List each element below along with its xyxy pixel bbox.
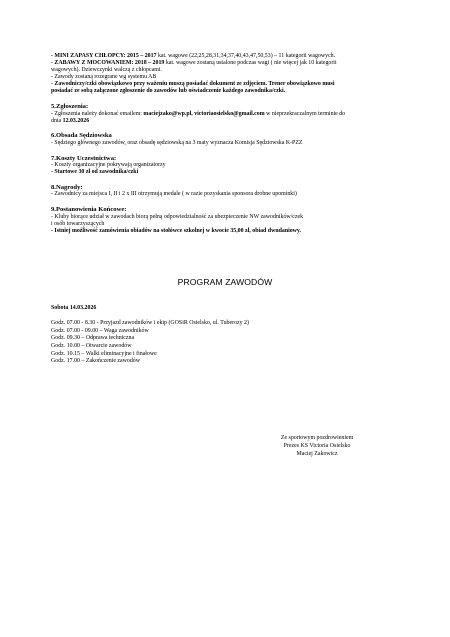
schedule-item: Godz. 09.30 – Odprawa techniczna (51, 335, 135, 342)
zgloszenia-deadline-text: w nieprzekraczalnym terminie do (264, 110, 346, 117)
boys-category-weights: kat. wagowe (22,25,28,31,34,37,40,43,47,50,53) – 11 kategorii wagowych. (156, 53, 336, 59)
section-postanowienia (51, 206, 413, 235)
documents-line-1: - Zawodniczy/czki obowiązkowo przy ważeniu muszą posiadać dokument ze zdjęciem. Trener obowiązkowo musi (51, 81, 335, 88)
zgloszenia-text: - Zgłoszenia należy dokonać emailem: (51, 110, 144, 117)
documents-line-2: posiadać ze sobą załączone zgłoszenie do zawodów lub oświadczenie każdego zawodnika/czki. (51, 88, 286, 95)
system-line: - Zawody zostaną rozegrane wg systemu AB (51, 74, 157, 81)
program-day: Sobota 14.03.2026 (51, 305, 97, 311)
obsada-line-1: - Sędziego głównego zawodów, oraz obsadę sędziowską na 3 maty wyznacza Komisja Sędziowska K-PZZ (51, 139, 303, 146)
boys-category-years: : 2015 – 2017 (123, 53, 157, 59)
section-zgloszenia (51, 103, 413, 125)
schedule-item: Godz. 17.00 – Zakończenie zawodów (51, 358, 140, 365)
section-koszty (51, 155, 413, 177)
signature-greeting: Ze sportowym pozdrowieniem (280, 435, 354, 441)
postanowienia-line-2: i osób towarzyszących (51, 220, 105, 227)
signature-block (252, 435, 382, 458)
signature-name: Maciej Zakowicz (296, 450, 338, 457)
document-body (51, 53, 413, 235)
wrestling-games-weights: kat. wagowe zostaną ustalone podczas wagi ( nie więcej jak 10 kategorii (164, 60, 337, 67)
section-obsada (51, 132, 413, 147)
section-heading-postanowienia: 9.Postanowienia Końcowe: (51, 206, 127, 213)
zgloszenia-deadline-date: 12.03.2026 (62, 117, 90, 124)
signature-role: Prezes KS Victoria Osielsko (283, 442, 351, 449)
zgloszenia-day-label: dnia (51, 117, 63, 124)
schedule-item: Godz. 10.15 – Walki eliminacyjne i finałowe (51, 350, 157, 357)
section-heading-koszty: 7.Koszty Uczestnictwa: (51, 154, 117, 162)
schedule-item: Godz. 10.00 – Otwarcie zawodów (51, 342, 132, 349)
zgloszenia-line-1 (51, 111, 413, 118)
section-heading-zgloszenia: 5.Zgłoszenia: (51, 103, 89, 111)
schedule-item: Godz. 07.00 - 09.00 – Waga zawodników (51, 327, 149, 334)
postanowienia-line-3: - Istniej możliwość zamówienia obiadów na stołówce szkolnej w kwocie 35,00 zł, obiad dwudaniowy. (51, 227, 302, 234)
section-heading-nagrody: 8.Nagrody: (51, 183, 83, 191)
koszty-line-2: - Startowe 30 zł od zawodnika/czki (51, 169, 139, 176)
section-nagrody (51, 184, 413, 199)
boys-category-label: - MINI ZAPASY CHŁOPCY (51, 53, 124, 59)
postanowienia-line-1: - Kluby biorące udział w zawodach biorą pełną odpowiedzialność za ubezpieczenie NW zawodników/czek (51, 213, 304, 220)
schedule-item: Godz. 07.00 - 8.30 - Przyjazd zawodników i ekip (GOSiR Osielsko, ul. Tuberozy 2) (51, 320, 249, 327)
program-schedule (51, 305, 413, 366)
wrestling-games-label: - ZABAWY Z MOCOWANIEM: 2018 – 2019 (51, 60, 165, 67)
section-heading-obsada: 6.Obsada Sędziowska (51, 132, 112, 140)
program-title: PROGRAM ZAWODÓW (177, 277, 273, 287)
wrestling-games-line-2: wagowych). Dziewczynki walczą z chłopcami. (51, 67, 162, 74)
nagrody-line-1: - Zawodnicy za miejsca I, II i 2 x III otrzymują medale ( w razie pozyskania sponsora drobne upominki) (51, 191, 297, 198)
zgloszenia-line-2 (51, 118, 413, 125)
contact-email: maciejzako@wp.pl, victoriaosielsko@gmail.com (143, 110, 265, 117)
koszty-line-1: - Koszty organizacyjne pokrywają organizatorzy (51, 162, 166, 169)
